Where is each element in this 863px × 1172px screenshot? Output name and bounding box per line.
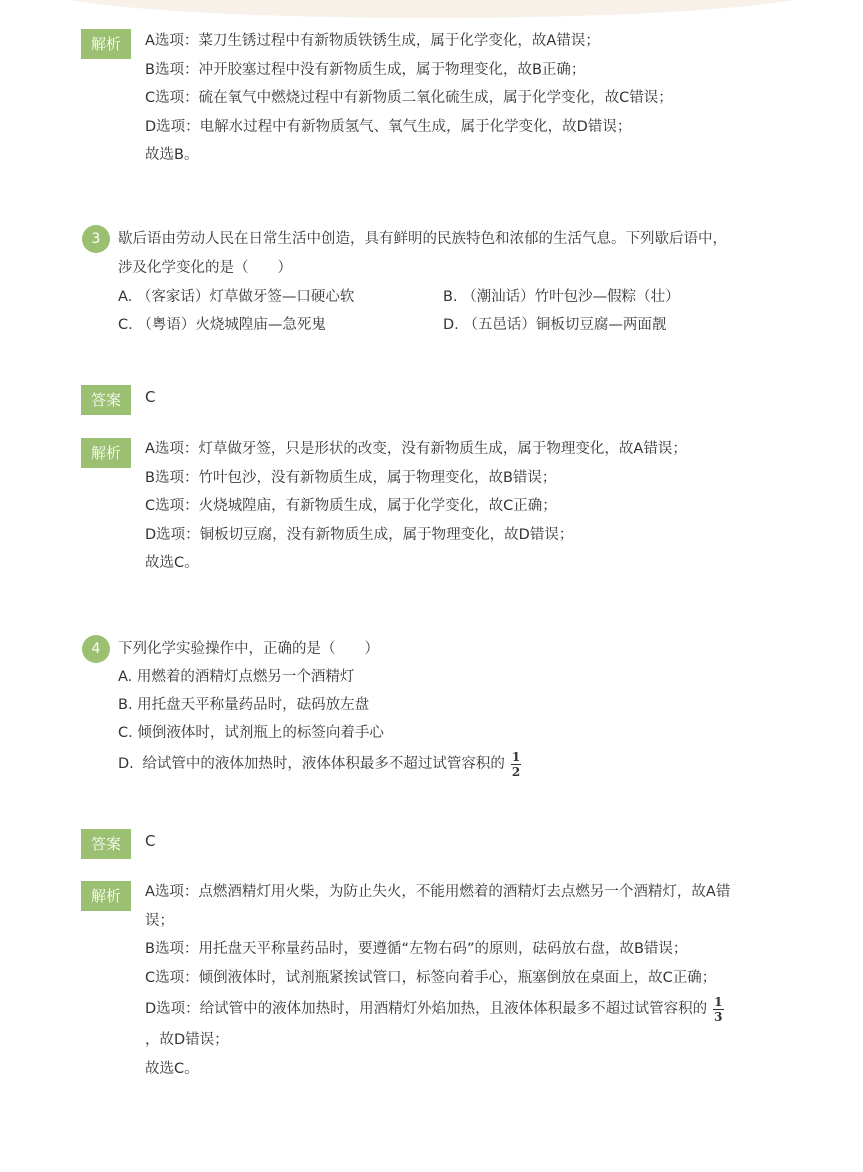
analysis-line: 故选B。: [145, 147, 199, 163]
fraction-numerator: 1: [511, 749, 521, 764]
fraction-numerator: 1: [714, 994, 723, 1009]
option-c[interactable]: C. 倾倒液体时，试剂瓶上的标签向着手心: [118, 725, 384, 741]
option-a[interactable]: A. 用燃着的酒精灯点燃另一个酒精灯: [118, 669, 355, 685]
fraction: [713, 996, 723, 1023]
answer-value: C: [145, 388, 156, 406]
answer-value: C: [145, 832, 156, 850]
analysis-line: A选项：灯草做牙签，只是形状的改变，没有新物质生成，属于物理变化，故A错误；: [145, 441, 687, 457]
prev-analysis: [145, 27, 673, 170]
analysis-line: D选项：铜板切豆腐，没有新物质生成，属于物理变化，故D错误；: [145, 526, 574, 543]
analysis-line: C选项：硫在氧气中燃烧过程中有新物质二氧化硫生成，属于化学变化，故C错误；: [145, 90, 673, 106]
analysis-line: 故选C。: [145, 555, 199, 571]
answer-tag: 答案: [81, 385, 131, 415]
question-number-badge: 4: [82, 635, 110, 663]
option-a[interactable]: A. （客家话）灯草做牙签—口硬心软: [118, 289, 355, 305]
option-d[interactable]: [118, 750, 521, 778]
option-b[interactable]: B. 用托盘天平称量药品时，砝码放左盘: [118, 697, 370, 713]
analysis-line: B选项：竹叶包沙，没有新物质生成，属于物理变化，故B错误；: [145, 469, 557, 486]
analysis-line: [145, 992, 730, 1026]
analysis-tag: 解析: [81, 438, 131, 468]
option-c[interactable]: C. （粤语）火烧城隍庙—急死鬼: [118, 317, 326, 333]
stem-line: 涉及化学变化的是（ ）: [118, 259, 292, 276]
analysis-line: ，故D错误；: [145, 1032, 229, 1048]
analysis-tag: 解析: [81, 881, 131, 911]
fraction-denominator: 3: [714, 1009, 723, 1024]
analysis-tag: 解析: [81, 29, 131, 59]
q3-analysis: [145, 435, 687, 578]
fraction: [511, 751, 521, 778]
analysis-line: C选项：火烧城隍庙，有新物质生成，属于化学变化，故C正确；: [145, 498, 557, 514]
analysis-line: C选项：倾倒液体时，试剂瓶紧挨试管口，标签向着手心，瓶塞倒放在桌面上，故C正确；: [145, 969, 717, 986]
stem-line: 歇后语由劳动人民在日常生活中创造，具有鲜明的民族特色和浓郁的生活气息。下列歇后语中，: [118, 231, 727, 247]
answer-tag: 答案: [81, 829, 131, 859]
analysis-text: D选项：给试管中的液体加热时，用酒精灯外焰加热，且液体体积最多不超过试管容积的: [145, 1001, 708, 1017]
analysis-line: D选项：电解水过程中有新物质氢气、氧气生成，属于化学变化，故D错误；: [145, 118, 632, 135]
analysis-line: B选项：用托盘天平称量药品时，要遵循“左物右码”的原则，砝码放右盘，故B错误；: [145, 941, 688, 957]
option-b[interactable]: B. （潮汕话）竹叶包沙—假粽（壮）: [443, 289, 680, 305]
analysis-line: B选项：冲开胶塞过程中没有新物质生成，属于物理变化，故B正确；: [145, 61, 586, 78]
analysis-line: A选项：菜刀生锈过程中有新物质铁锈生成，属于化学变化，故A错误；: [145, 33, 600, 49]
q4-analysis: [145, 878, 730, 1083]
option-d[interactable]: D. （五邑话）铜板切豆腐—两面靓: [443, 317, 667, 333]
question-stem: 下列化学实验操作中，正确的是（ ）: [118, 641, 379, 657]
top-decoration: [40, 0, 823, 18]
analysis-line: 误；: [145, 912, 174, 929]
question-number-badge: 3: [82, 225, 110, 253]
question-stem: [118, 225, 727, 282]
option-letter: D.: [118, 756, 134, 772]
analysis-line: 故选C。: [145, 1060, 199, 1077]
analysis-line: A选项：点燃酒精灯用火柴，为防止失火，不能用燃着的酒精灯去点燃另一个酒精灯，故A错: [145, 884, 731, 900]
option-text: 给试管中的液体加热时，液体体积最多不超过试管容积的: [142, 756, 505, 772]
fraction-denominator: 2: [511, 764, 521, 779]
